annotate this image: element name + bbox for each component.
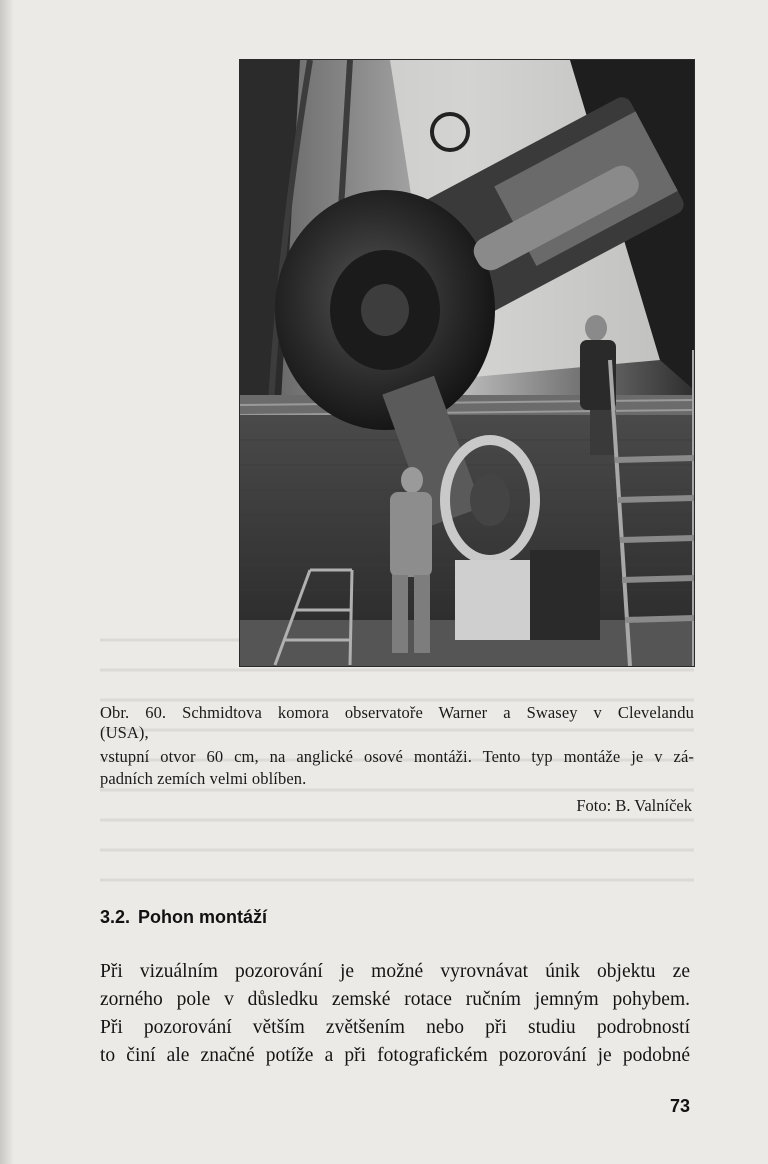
body-line-3: Při pozorování větším zvětšením nebo při studiu podrobností bbox=[100, 1017, 690, 1038]
section-number: 3.2. bbox=[100, 907, 131, 927]
section-heading bbox=[100, 905, 267, 929]
photo-credit: Foto: B. Valníček bbox=[576, 796, 692, 815]
caption-line-4: padních zemích velmi oblíben. bbox=[100, 769, 307, 788]
caption-line-3: vstupní otvor 60 cm, na anglické osové montáži. Tento typ montáže je v zá- bbox=[100, 747, 694, 766]
page-number: 73 bbox=[669, 1096, 690, 1116]
body-line-2: zorného pole v důsledku zemské rotace ručním jemným pohybem. bbox=[100, 989, 690, 1010]
caption-line-1: Obr. 60. Schmidtova komora observatoře Warner a Swasey v Clevelandu bbox=[100, 703, 694, 722]
telescope-photo bbox=[240, 60, 694, 666]
section-title: Pohon montáží bbox=[138, 907, 268, 927]
telescope-illustration bbox=[240, 60, 694, 666]
binding-shadow bbox=[0, 0, 14, 1164]
caption-line-2: (USA), bbox=[100, 723, 149, 742]
body-line-1: Při vizuálním pozorování je možné vyrovnávat únik objektu ze bbox=[100, 961, 690, 982]
body-line-4: to činí ale značné potíže a při fotografickém pozorování je podobné bbox=[100, 1045, 690, 1066]
